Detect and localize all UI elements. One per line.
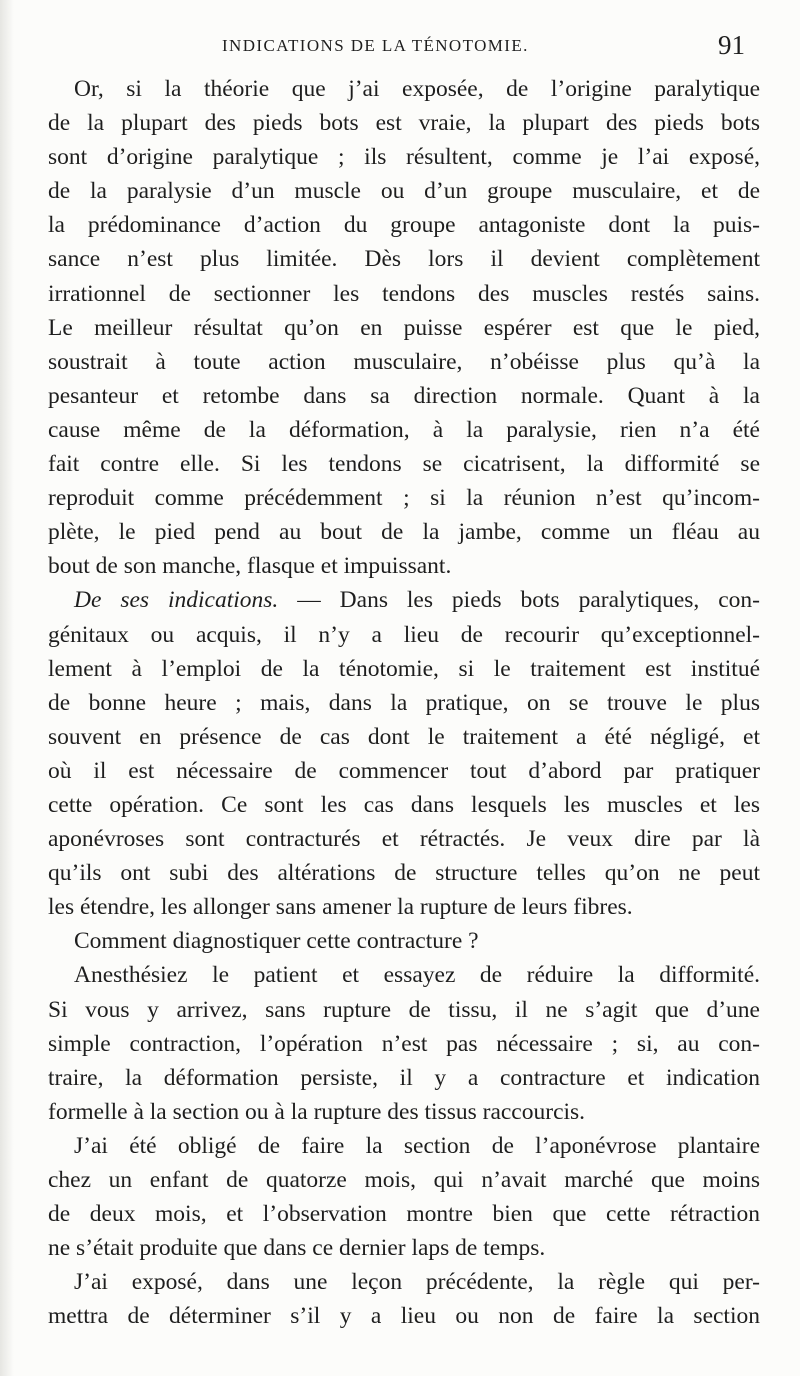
- text-line: Anesthésiez le patient et essayez de réduire la difformité.: [74, 962, 760, 989]
- text-line: J’ai été obligé de faire la section de l’aponévrose plantaire: [74, 1132, 760, 1159]
- text-line: reproduit comme précédemment ; si la réunion n’est qu’incom-: [48, 485, 760, 512]
- text-line: de deux mois, et l’observation montre bien que cette rétraction: [48, 1201, 760, 1228]
- text-line: la prédominance d’action du groupe antagoniste dont la puis-: [48, 212, 760, 239]
- paragraph-3: [48, 924, 760, 958]
- text-line: mettra de déterminer s’il y a lieu ou non de faire la section: [48, 1303, 760, 1330]
- text-line: Or, si la théorie que j’ai exposée, de l’origine paralytique: [74, 76, 760, 102]
- text-line: Le meilleur résultat qu’on en puisse espérer est que le pied,: [48, 314, 760, 341]
- text-line: bout de son manche, flasque et impuissant.: [48, 553, 452, 580]
- text-line: lement à l’emploi de la ténotomie, si le traitement est institué: [48, 655, 760, 682]
- paragraph-1: [48, 72, 760, 583]
- section-heading: De ses indications.: [74, 587, 279, 614]
- text-line: souvent en présence de cas dont le traitement a été négligé, et: [48, 723, 760, 750]
- body-text: [48, 72, 760, 1333]
- text-line: Si vous y arrivez, sans rupture de tissu, il ne s’agit que d’une: [48, 996, 760, 1023]
- text-line: chez un enfant de quatorze mois, qui n’avait marché que moins: [48, 1167, 760, 1193]
- text-line: sance n’est plus limitée. Dès lors il devient complètement: [48, 246, 760, 273]
- text-line: pesanteur et retombe dans sa direction normale. Quant à la: [48, 382, 760, 409]
- text-line: aponévroses sont contracturés et rétractés. Je veux dire par là: [48, 826, 760, 853]
- paragraph-5: [48, 1129, 760, 1265]
- text-line: de la plupart des pieds bots est vraie, la plupart des pieds bots: [48, 110, 760, 137]
- text-line: cette opération. Ce sont les cas dans lesquels les muscles et les: [48, 791, 760, 818]
- page-number: 91: [718, 30, 745, 60]
- text-line: cause même de la déformation, à la paralysie, rien n’a été: [48, 416, 760, 443]
- text-line: de bonne heure ; mais, dans la pratique, on se trouve le plus: [48, 689, 760, 716]
- text-line: génitaux ou acquis, il n’y a lieu de recourir qu’exceptionnel-: [48, 621, 760, 648]
- text-line: où il est nécessaire de commencer tout d’abord par pratiquer: [48, 757, 760, 784]
- text-line: traire, la déformation persiste, il y a contracture et indication: [48, 1064, 760, 1091]
- text-line: irrationnel de sectionner les tendons des muscles restés sains.: [48, 280, 760, 307]
- text-line: de la paralysie d’un muscle ou d’un groupe musculaire, et de: [48, 178, 760, 205]
- text-line: ne s’était produite que dans ce dernier laps de temps.: [48, 1235, 546, 1262]
- text-line: les étendre, les allonger sans amener la rupture de leurs fibres.: [48, 894, 633, 921]
- text-line: qu’ils ont subi des altérations de structure telles qu’on ne peut: [48, 860, 760, 887]
- text-line: fait contre elle. Si les tendons se cicatrisent, la difformité se: [48, 451, 760, 478]
- text-line: Comment diagnostiquer cette contracture ?: [74, 928, 479, 955]
- running-title: INDICATIONS DE LA TÉNOTOMIE.: [222, 36, 529, 55]
- paragraph-4: [48, 958, 760, 1128]
- text-line: simple contraction, l’opération n’est pas nécessaire ; si, au con-: [48, 1030, 760, 1057]
- heading-continuation: — Dans les pieds bots paralytiques, con-: [278, 587, 760, 614]
- paragraph-2: [48, 583, 760, 924]
- text-line: [48, 583, 760, 617]
- text-line: formelle à la section ou à la rupture des tissus raccourcis.: [48, 1098, 586, 1125]
- paragraph-6: [48, 1265, 760, 1333]
- text-line: sont d’origine paralytique ; ils résultent, comme je l’ai exposé,: [48, 144, 760, 171]
- text-line: soustrait à toute action musculaire, n’obéisse plus qu’à la: [48, 348, 760, 375]
- text-line: plète, le pied pend au bout de la jambe, comme un fléau au: [48, 519, 760, 546]
- page-header: [0, 30, 800, 64]
- text-line: J’ai exposé, dans une leçon précédente, la règle qui per-: [74, 1269, 760, 1296]
